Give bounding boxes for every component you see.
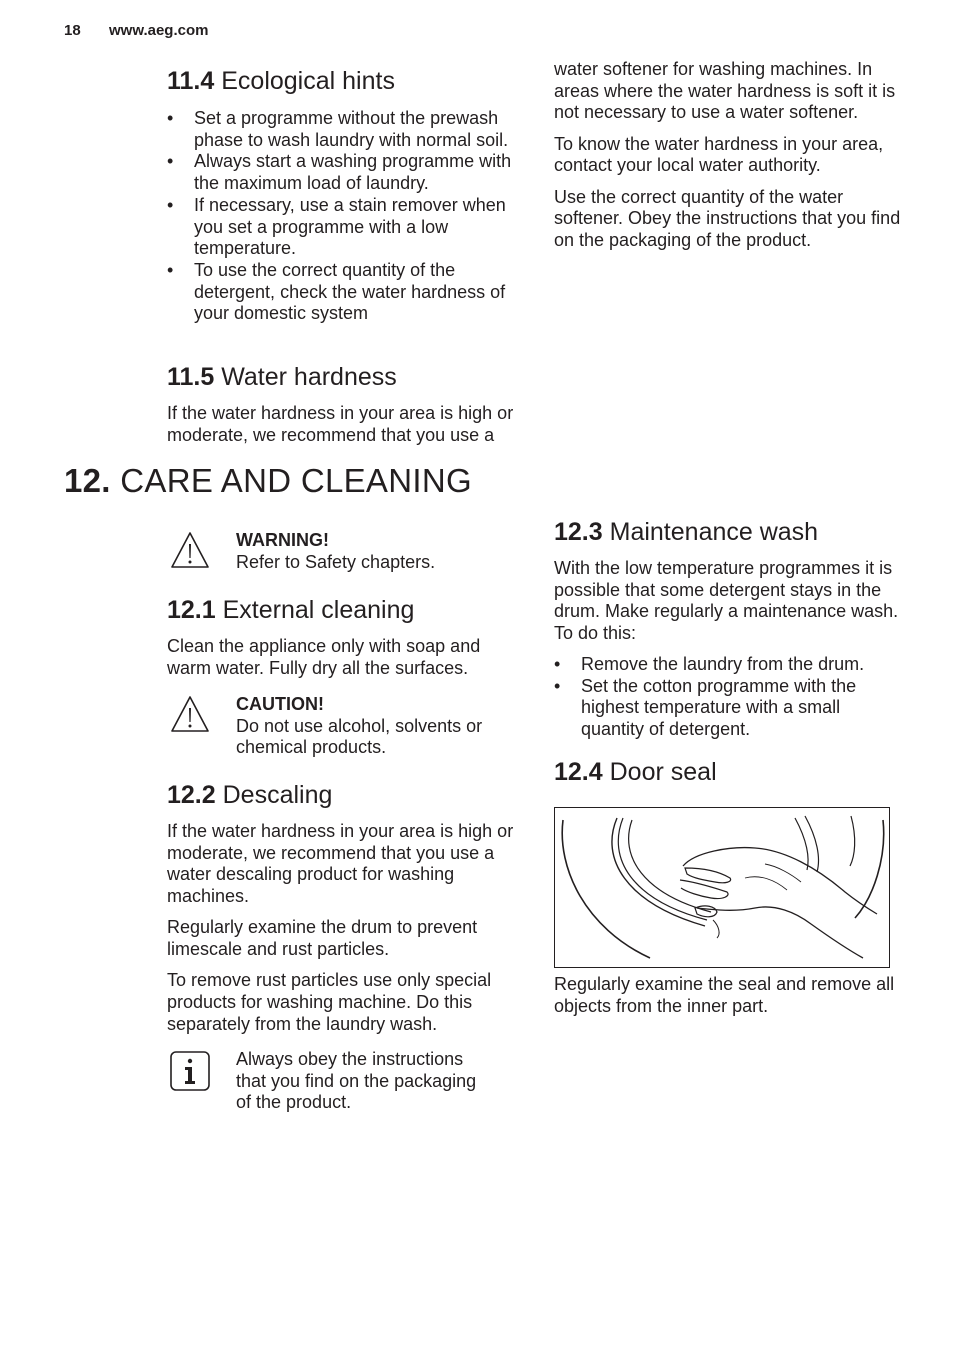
list-item: • If necessary, use a stain remover when you set a programme with a low temperature. (167, 195, 527, 260)
info-note-text: Always obey the instructions that you find on the packaging of the product. (236, 1049, 477, 1113)
descaling-paragraph-2: Regularly examine the drum to prevent limescale and rust particles. (167, 917, 478, 960)
warning-text: Refer to Safety chapters. (236, 551, 436, 572)
list-item: • To use the correct quantity of the detergent, check the water hardness of your domestic system (167, 260, 527, 325)
section-12-4-heading (554, 757, 717, 787)
header-website: www.aeg.com (109, 22, 209, 39)
chapter-number: 12. (64, 462, 111, 499)
water-hardness-paragraph-col2: water softener for washing machines. In areas where the water hardness is soft it is not necessary to use a water softener. (554, 59, 896, 123)
chapter-title: CARE AND CLEANING (120, 462, 472, 499)
descaling-paragraph-3: To remove rust particles use only special products for washing machine. Do this separately from the laundry wash. (167, 970, 492, 1034)
section-title: External cleaning (222, 596, 415, 624)
warning-icon (169, 530, 211, 572)
descaling-body (167, 821, 519, 1036)
section-number: 12.4 (554, 758, 603, 786)
section-title: Door seal (609, 758, 717, 786)
list-item: • Remove the laundry from the drum. (554, 654, 899, 676)
section-title: Maintenance wash (609, 518, 819, 546)
section-title: Water hardness (221, 363, 397, 391)
door-seal-caption: Regularly examine the seal and remove all objects from the inner part. (554, 974, 895, 1016)
warning-title: WARNING! (236, 530, 329, 550)
list-item: • Set a programme without the prewash phase to wash laundry with normal soil. (167, 108, 527, 151)
water-authority-paragraph: To know the water hardness in your area, contact your local water authority. (554, 133, 884, 176)
maintenance-wash-paragraph: With the low temperature programmes it is possible that some detergent stays in the drum. Make regularly a maintenance wash. To do this: (554, 558, 899, 644)
section-number: 12.2 (167, 781, 216, 809)
section-12-1-heading (167, 595, 414, 625)
section-title: Ecological hints (221, 67, 395, 95)
water-hardness-paragraph-col1: If the water hardness in your area is high or moderate, we recommend that you use a (167, 403, 514, 445)
door-seal-illustration (554, 807, 890, 968)
list-item: • Set the cotton programme with the highest temperature with a small quantity of detergent. (554, 676, 899, 741)
info-icon (169, 1050, 211, 1092)
caution-text: Do not use alcohol, solvents or chemical products. (236, 715, 483, 758)
section-12-3-heading (554, 517, 818, 547)
list-item: • Always start a washing programme with the maximum load of laundry. (167, 151, 527, 194)
section-title: Descaling (222, 781, 333, 809)
section-number: 12.1 (167, 596, 216, 624)
section-12-2-heading (167, 780, 332, 810)
section-number: 12.3 (554, 518, 603, 546)
caution-title: CAUTION! (236, 694, 324, 714)
page-number: 18 (64, 22, 81, 39)
caution-icon (169, 694, 211, 736)
softener-quantity-paragraph: Use the correct quantity of the water softener. Obey the instructions that you find on the packaging of the product. (554, 186, 901, 251)
section-number: 11.5 (167, 363, 215, 391)
external-cleaning-paragraph: Clean the appliance only with soap and warm water. Fully dry all the surfaces. (167, 636, 481, 678)
water-hardness-continued (554, 59, 910, 451)
warning-note (236, 530, 496, 573)
section-11-4-heading (167, 66, 395, 96)
ecological-hints-list (167, 108, 527, 325)
section-11-5-heading (167, 362, 397, 392)
chapter-12-heading (64, 462, 472, 500)
caution-note (236, 694, 486, 759)
descaling-paragraph-1: If the water hardness in your area is high or moderate, we recommend that you use a water descaling product for washing machines. (167, 821, 514, 907)
maintenance-steps-list (554, 654, 899, 741)
section-number: 11.4 (167, 67, 215, 95)
